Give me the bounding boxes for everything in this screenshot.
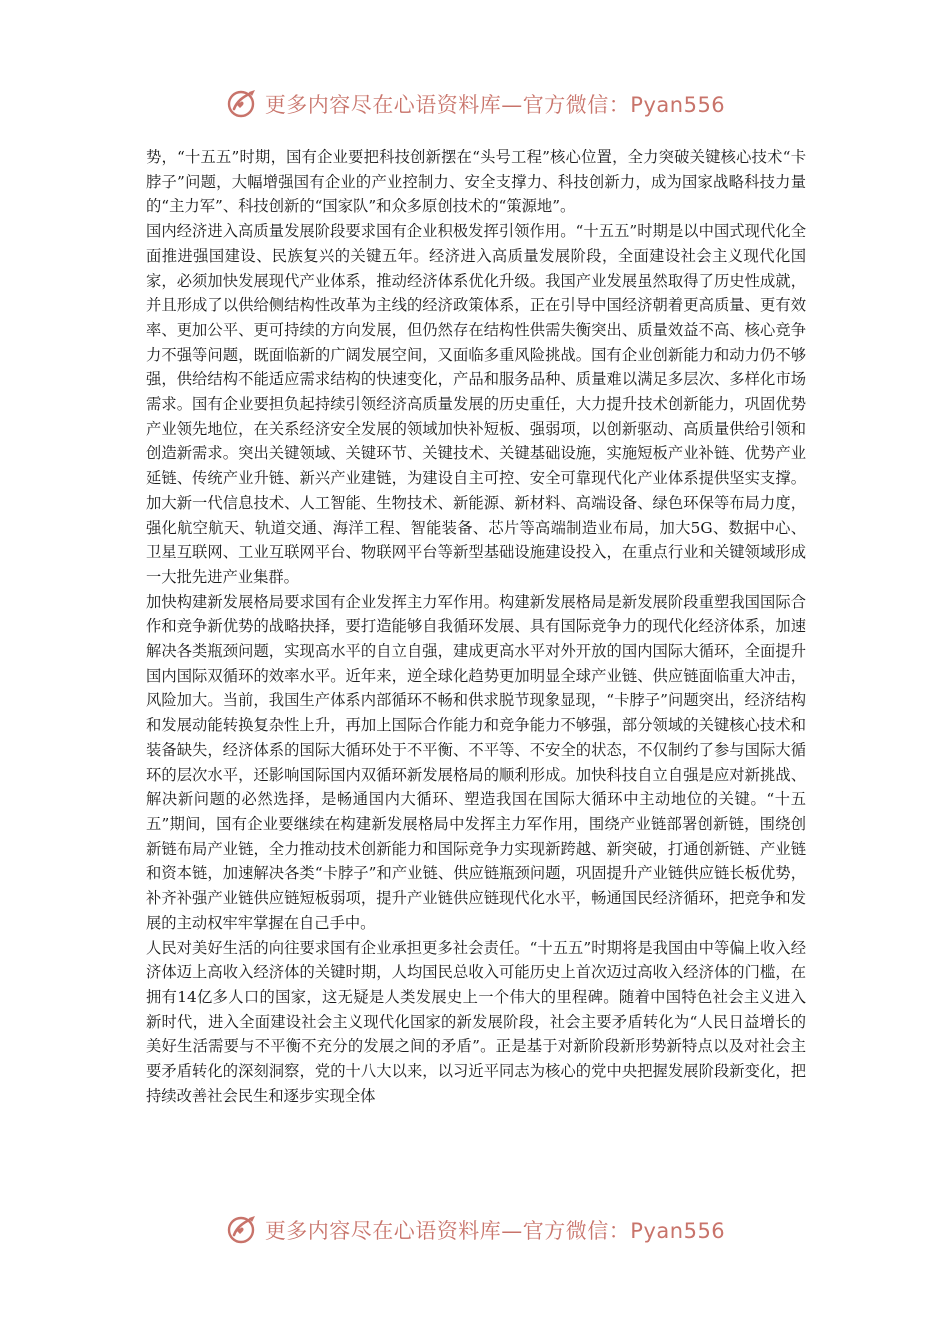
pen-heart-logo-icon [225,87,259,121]
watermark-banner-bottom [0,1210,950,1250]
paragraph: 加快构建新发展格局要求国有企业发挥主力军作用。构建新发展格局是新发展阶段重塑我国国际合作和竞争新优势的战略抉择，要打造能够自我循环发展、具有国际竞争力的现代化经济体系，加速解决各类瓶颈问题，实现高水平的自立自强，建成更高水平对外开放的国内国际大循环，全面提升国内国际双循环的效率水平。近年来，逆全球化趋势更加明显全球产业链、供应链面临重大冲击，风险加大。当前，我国生产体系内部循环不畅和供求脱节现象显现，“卡脖子”问题突出，经济结构和发展动能转换复杂性上升，再加上国际合作能力和竞争能力不够强，部分领域的关键核心技术和装备缺失，经济体系的国际大循环处于不平衡、不平等、不安全的状态，不仅制约了参与国际大循环的层次水平，还影响国际国内双循环新发展格局的顺利形成。加快科技自立自强是应对新挑战、解决新问题的必然选择，是畅通国内大循环、塑造我国在国际大循环中主动地位的关键。“十五五”期间，国有企业要继续在构建新发展格局中发挥主力军作用，围绕产业链部署创新链，围绕创新链布局产业链，全力推动技术创新能力和国际竞争力实现新跨越、新突破，打通创新链、产业链和资本链，加速解决各类“卡脖子”和产业链、供应链瓶颈问题，巩固提升产业链供应链长板优势，补齐补强产业链供应链短板弱项，提升产业链供应链现代化水平，畅通国民经济循环，把竞争和发展的主动权牢牢掌握在自己手中。 [146,592,806,932]
paragraph: 势，“十五五”时期，国有企业要把科技创新摆在“头号工程”核心位置，全力突破关键核心技术“卡脖子”问题，大幅增强国有企业的产业控制力、安全支撑力、科技创新力，成为国家战略科技力量的“主力军”、科技创新的“国家队”和众多原创技术的“策源地”。 [146,148,806,216]
document-body [146,145,806,1108]
paragraph: 人民对美好生活的向往要求国有企业承担更多社会责任。“十五五”时期将是我国由中等偏上收入经济体迈上高收入经济体的关键时期，人均国民总收入可能历史上首次迈过高收入经济体的门槛，在拥有14亿多人口的国家，这无疑是人类发展史上一个伟大的里程碑。随着中国特色社会主义进入新时代，进入全面建设社会主义现代化国家的新发展阶段，社会主要矛盾转化为“人民日益增长的美好生活需要与不平衡不充分的发展之间的矛盾”。正是基于对新阶段新形势新特点以及对社会主要矛盾转化的深刻洞察，党的十八大以来，以习近平同志为核心的党中央把握发展阶段新变化，把持续改善社会民生和逐步实现全体 [146,938,806,1105]
watermark-text: 更多内容尽在心语资料库—官方微信：Pyan556 [264,1219,726,1243]
watermark-text: 更多内容尽在心语资料库—官方微信：Pyan556 [264,93,726,117]
paragraph: 国内经济进入高质量发展阶段要求国有企业积极发挥引领作用。“十五五”时期是以中国式现代化全面推进强国建设、民族复兴的关键五年。经济进入高质量发展阶段，全面建设社会主义现代化国家，必须加快发展现代产业体系，推动经济体系优化升级。我国产业发展虽然取得了历史性成就，并且形成了以供给侧结构性改革为主线的经济政策体系，正在引导中国经济朝着更高质量、更有效率、更加公平、更可持续的方向发展，但仍然存在结构性供需失衡突出、质量效益不高、核心竞争力不强等问题，既面临新的广阔发展空间，又面临多重风险挑战。国有企业创新能力和动力仍不够强，供给结构不能适应需求结构的快速变化，产品和服务品种、质量难以满足多层次、多样化市场需求。国有企业要担负起持续引领经济高质量发展的历史重任，大力提升技术创新能力，巩固优势产业领先地位，在关系经济安全发展的领域加快补短板、强弱项，以创新驱动、高质量供给引领和创造新需求。突出关键领域、关键环节、关键技术、关键基础设施，实施短板产业补链、优势产业延链、传统产业升链、新兴产业建链，为建设自主可控、安全可靠现代化产业体系提供坚实支撑。加大新一代信息技术、人工智能、生物技术、新能源、新材料、高端设备、绿色环保等布局力度，强化航空航天、轨道交通、海洋工程、智能装备、芯片等高端制造业布局，加大5G、数据中心、卫星互联网、工业互联网平台、物联网平台等新型基础设施建设投入，在重点行业和关键领域形成一大批先进产业集群。 [146,222,806,586]
watermark-banner-top [0,84,950,124]
pen-heart-logo-icon [225,1213,259,1247]
